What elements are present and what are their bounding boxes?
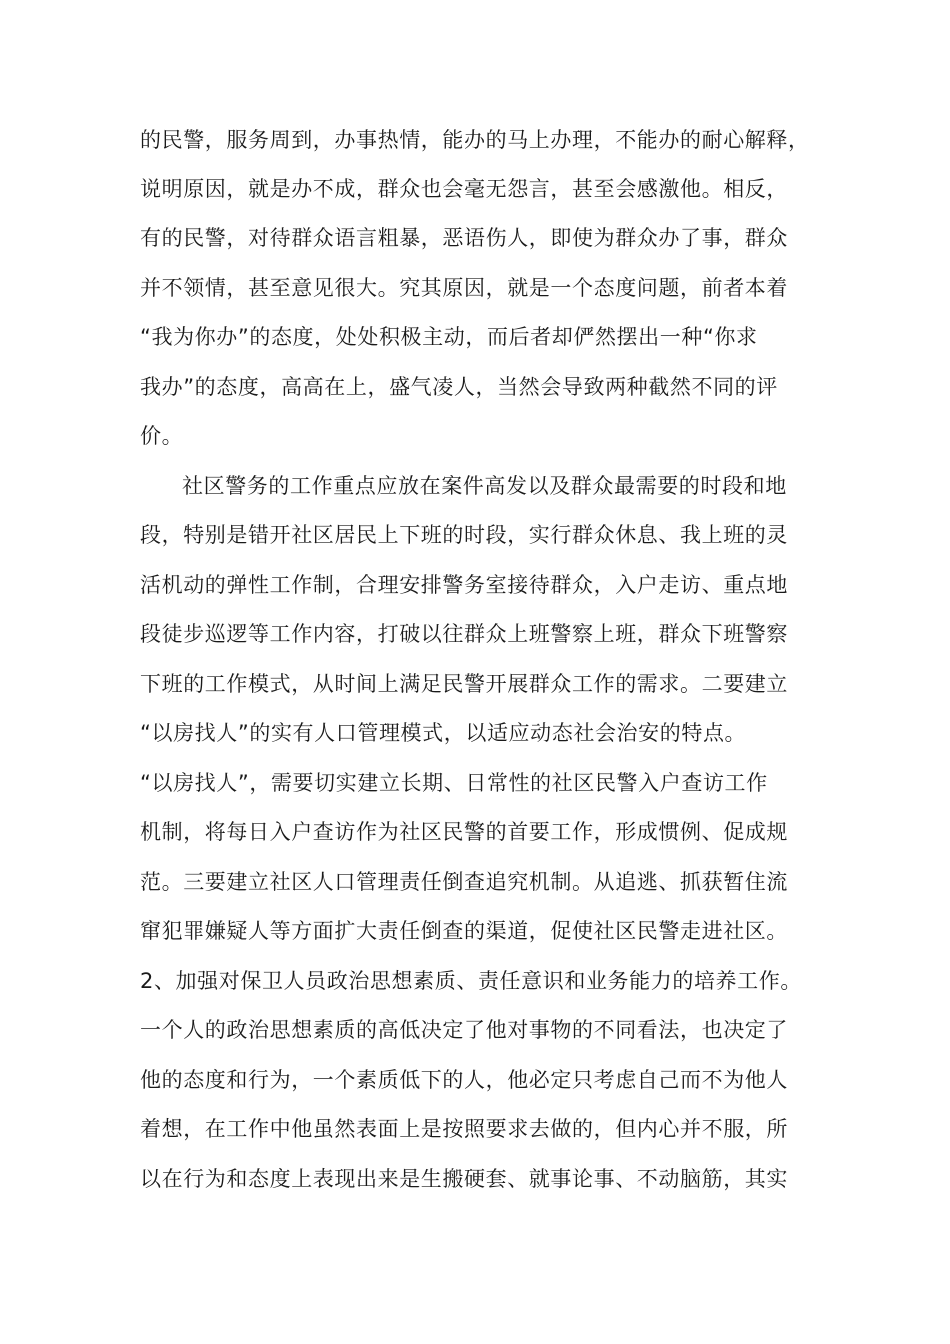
text-line-9: 段，特别是错开社区居民上下班的时段，实行群众休息、我上班的灵 (140, 523, 788, 547)
section-heading-2: 2、加强对保卫人员政治思想素质、责任意识和业务能力的培养工作。 (140, 969, 802, 993)
text-line-11: 段徒步巡逻等工作内容，打破以往群众上班警察上班，群众下班警察 (140, 622, 788, 646)
text-line-22: 以在行为和态度上表现出来是生搬硬套、就事论事、不动脑筋，其实 (140, 1167, 788, 1191)
text-line-4: 并不领情，甚至意见很大。究其原因，就是一个态度问题，前者本着 (140, 276, 788, 300)
text-line-10: 活机动的弹性工作制，合理安排警务室接待群众，入户走访、重点地 (140, 573, 788, 597)
text-line-17: 窜犯罪嫌疑人等方面扩大责任倒查的渠道，促使社区民警走进社区。 (140, 919, 788, 943)
text-line-5: “我为你办”的态度，处处积极主动，而后者却俨然摆出一种“你求 (140, 325, 758, 349)
text-line-12: 下班的工作模式，从时间上满足民警开展群众工作的需求。二要建立 (140, 672, 788, 696)
text-line-20: 他的态度和行为，一个素质低下的人，他必定只考虑自己而不为他人 (140, 1068, 788, 1092)
text-line-21: 着想，在工作中他虽然表面上是按照要求去做的，但内心并不服，所 (140, 1117, 788, 1141)
text-line-7: 价。 (140, 424, 184, 448)
text-line-13: “以房找人”的实有人口管理模式，以适应动态社会治安的特点。 (140, 721, 747, 745)
text-line-1: 的民警，服务周到，办事热情，能办的马上办理，不能办的耐心解释， (140, 128, 810, 152)
text-line-19: 一个人的政治思想素质的高低决定了他对事物的不同看法，也决定了 (140, 1018, 788, 1042)
text-line-2: 说明原因，就是办不成，群众也会毫无怨言，甚至会感激他。相反， (140, 177, 788, 201)
text-line-16: 范。三要建立社区人口管理责任倒查追究机制。从追逃、抓获暂住流 (140, 870, 788, 894)
text-line-14: “以房找人”，需要切实建立长期、日常性的社区民警入户查访工作 (140, 771, 768, 795)
paragraph-first-line: 社区警务的工作重点应放在案件高发以及群众最需要的时段和地 (182, 474, 787, 498)
text-line-3: 有的民警，对待群众语言粗暴，恶语伤人，即使为群众办了事，群众 (140, 226, 788, 250)
text-line-6: 我办”的态度，高高在上，盛气凌人，当然会导致两种截然不同的评 (140, 375, 778, 399)
text-line-15: 机制，将每日入户查访作为社区民警的首要工作，形成惯例、促成规 (140, 820, 788, 844)
